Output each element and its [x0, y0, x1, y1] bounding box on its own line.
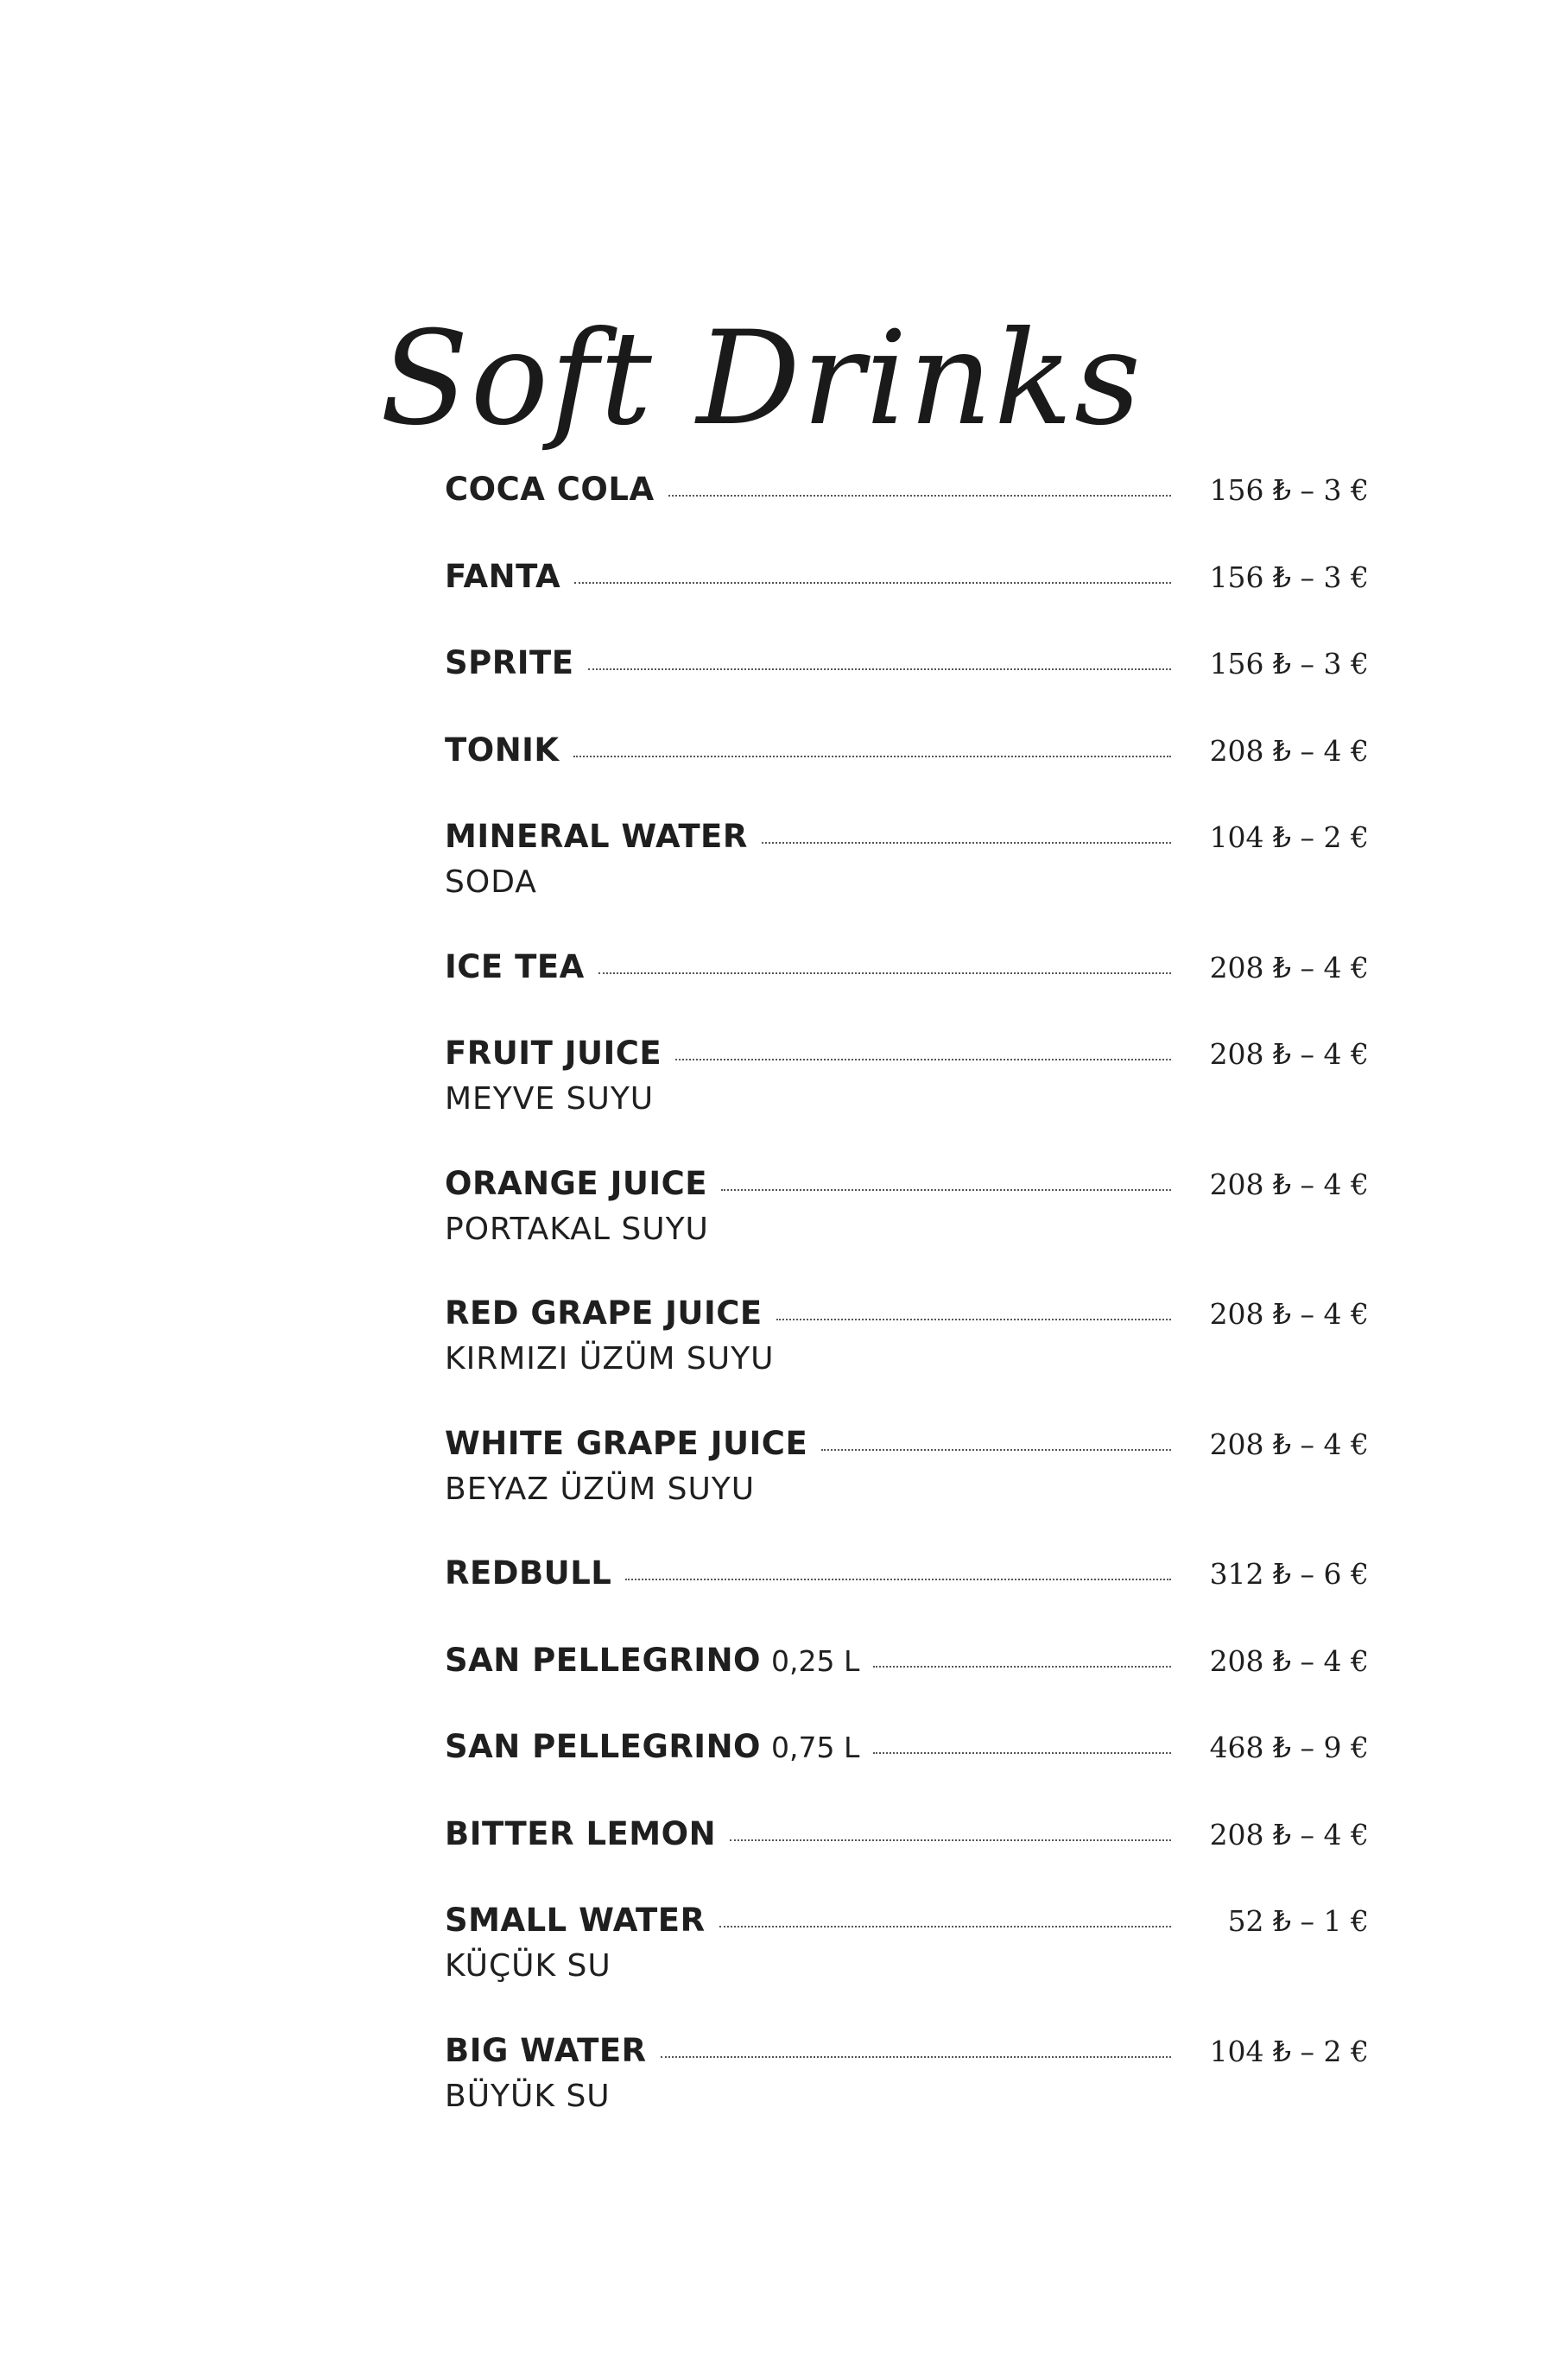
drink-name: FRUIT JUICE: [445, 1035, 662, 1072]
drink-price: 156 ₺ – 3 €: [1209, 473, 1369, 507]
dot-leader: [721, 1189, 1171, 1191]
menu-item: [445, 1728, 1369, 1815]
menu-item-row: [445, 1902, 1369, 1946]
dot-leader: [588, 668, 1171, 670]
drink-name: TONIK: [445, 731, 560, 769]
dot-leader: [668, 495, 1171, 497]
dot-leader: [574, 582, 1171, 584]
menu-item: [445, 1642, 1369, 1729]
dot-leader: [821, 1449, 1171, 1451]
dot-leader: [873, 1666, 1171, 1668]
menu-item-row: [445, 1035, 1369, 1079]
drink-name: SAN PELLEGRINO: [445, 1728, 761, 1765]
drink-price: 208 ₺ – 4 €: [1209, 733, 1369, 768]
menu-item: [445, 2032, 1369, 2162]
dot-leader: [719, 1926, 1171, 1927]
drink-name: SMALL WATER: [445, 1902, 706, 1939]
menu-item-row: [445, 818, 1369, 863]
drink-price: 104 ₺ – 2 €: [1209, 2034, 1369, 2068]
menu-item: [445, 1035, 1369, 1165]
title-script: [371, 304, 1143, 466]
drink-price: 208 ₺ – 4 €: [1209, 950, 1369, 984]
dot-leader: [762, 842, 1171, 844]
menu-item: [445, 1902, 1369, 2032]
menu-item-row: [445, 471, 1369, 516]
drink-price: 468 ₺ – 9 €: [1209, 1731, 1369, 1764]
drinks-list: [445, 471, 1369, 2162]
drink-size: 0,75 L: [771, 1731, 860, 1764]
drink-name: MINERAL WATER: [445, 818, 748, 855]
drink-translation: SODA: [445, 864, 537, 900]
menu-item: [445, 1815, 1369, 1902]
drink-translation: BÜYÜK SU: [445, 2078, 611, 2114]
dot-leader: [661, 2056, 1171, 2058]
menu-item: [445, 558, 1369, 645]
menu-item-row: [445, 1815, 1369, 1860]
menu-item-row: [445, 1425, 1369, 1470]
drink-price: 208 ₺ – 4 €: [1209, 1167, 1369, 1201]
menu-item: [445, 731, 1369, 819]
menu-item-row: [445, 2032, 1369, 2077]
drink-name: WHITE GRAPE JUICE: [445, 1424, 808, 1462]
drink-name: REDBULL: [445, 1554, 612, 1592]
drink-name: ICE TEA: [445, 947, 585, 985]
drink-translation: PORTAKAL SUYU: [445, 1211, 709, 1247]
menu-item-row: [445, 1165, 1369, 1210]
menu-item: [445, 1165, 1369, 1295]
menu-item-row: [445, 558, 1369, 603]
drink-price: 312 ₺ – 6 €: [1209, 1557, 1369, 1591]
menu-item-row: [445, 1728, 1369, 1773]
page-title: [371, 304, 1143, 466]
drink-name: FANTA: [445, 557, 561, 595]
menu-item: [445, 948, 1369, 1035]
drink-name: BIG WATER: [445, 2031, 647, 2069]
drink-name: SAN PELLEGRINO: [445, 1641, 761, 1679]
drink-price: 208 ₺ – 4 €: [1209, 1817, 1369, 1851]
drink-price: 208 ₺ – 4 €: [1209, 1297, 1369, 1331]
drink-name: BITTER LEMON: [445, 1814, 717, 1852]
menu-item-row: [445, 1642, 1369, 1687]
drink-price: 156 ₺ – 3 €: [1209, 647, 1369, 680]
drink-name: SPRITE: [445, 644, 574, 681]
drink-name: ORANGE JUICE: [445, 1164, 708, 1202]
drink-name: RED GRAPE JUICE: [445, 1294, 763, 1332]
drink-translation: BEYAZ ÜZÜM SUYU: [445, 1471, 756, 1507]
menu-item: [445, 1554, 1369, 1642]
drink-translation: KIRMIZI ÜZÜM SUYU: [445, 1341, 775, 1377]
dot-leader: [730, 1839, 1171, 1841]
dot-leader: [598, 972, 1171, 974]
dot-leader: [573, 756, 1171, 757]
dot-leader: [873, 1752, 1171, 1754]
drink-price: 208 ₺ – 4 €: [1209, 1427, 1369, 1461]
menu-item: [445, 644, 1369, 731]
drink-translation: MEYVE SUYU: [445, 1081, 655, 1117]
menu-item-row: [445, 1294, 1369, 1339]
menu-item: [445, 818, 1369, 948]
dot-leader: [776, 1319, 1171, 1320]
title-text: Soft Drinks: [380, 304, 1143, 454]
drink-name: COCA COLA: [445, 471, 655, 508]
menu-item-row: [445, 1554, 1369, 1599]
menu-item-row: [445, 731, 1369, 776]
menu-item-row: [445, 948, 1369, 993]
menu-item: [445, 471, 1369, 558]
drink-translation: KÜÇÜK SU: [445, 1948, 611, 1984]
dot-leader: [675, 1059, 1171, 1060]
drink-price: 52 ₺ – 1 €: [1227, 1904, 1369, 1938]
drink-size: 0,25 L: [771, 1643, 860, 1678]
drink-price: 208 ₺ – 4 €: [1209, 1643, 1369, 1678]
menu-item: [445, 1425, 1369, 1555]
drink-price: 104 ₺ – 2 €: [1209, 820, 1369, 854]
drink-price: 208 ₺ – 4 €: [1209, 1037, 1369, 1071]
menu-item-row: [445, 644, 1369, 689]
dot-leader: [625, 1579, 1171, 1580]
menu-item: [445, 1294, 1369, 1425]
drink-price: 156 ₺ – 3 €: [1209, 560, 1369, 594]
